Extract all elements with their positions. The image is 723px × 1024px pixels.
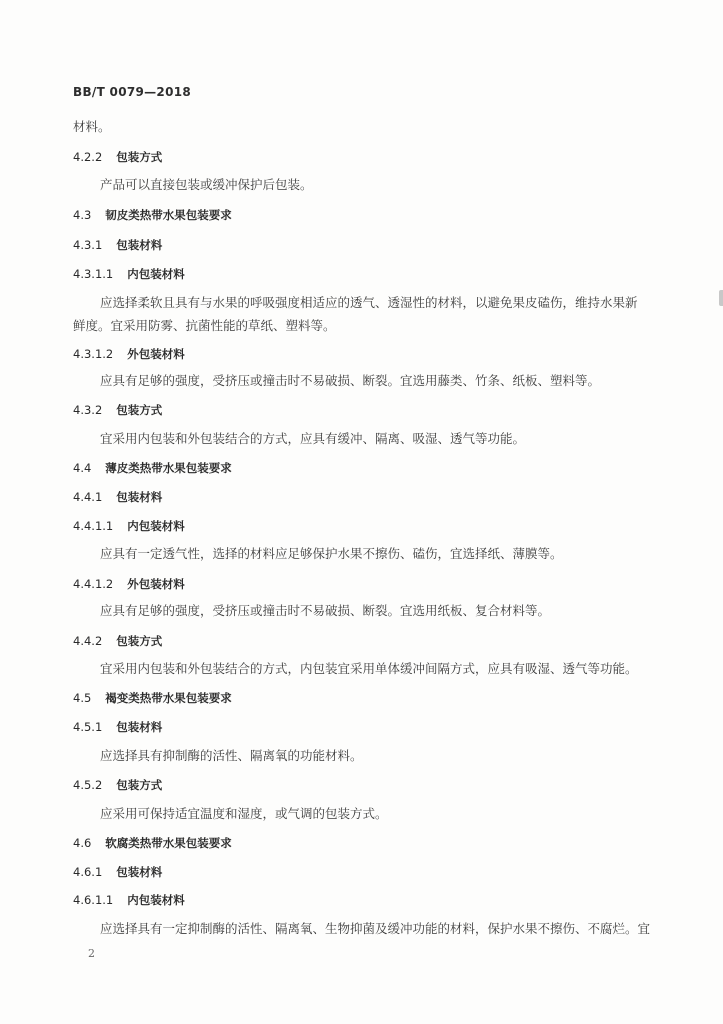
paragraph-line: 材料。	[73, 119, 111, 134]
section-number: 4.2.2	[73, 150, 103, 164]
section-number: 4.6.1	[73, 865, 103, 879]
section-number: 4.6.1.1	[73, 893, 114, 907]
section-heading-4-2-2	[73, 149, 162, 165]
section-heading-4-6	[73, 835, 232, 851]
section-title: 包装方式	[116, 778, 163, 792]
page-number: 2	[88, 947, 95, 960]
paragraph-line: 应选择柔软且具有与水果的呼吸强度相适应的透气、透湿性的材料，以避免果皮磕伤，维持水果新	[100, 295, 638, 310]
section-heading-4-3-1-1	[73, 266, 185, 282]
section-number: 4.5.1	[73, 720, 103, 734]
section-number: 4.6	[73, 836, 92, 850]
section-number: 4.3	[73, 208, 92, 222]
paragraph-line: 应具有足够的强度，受挤压或撞击时不易破损、断裂。宜选用藤类、竹条、纸板、塑料等。	[100, 373, 601, 388]
section-title: 外包装材料	[127, 347, 185, 361]
section-number: 4.4	[73, 461, 92, 475]
section-heading-4-5-2	[73, 777, 162, 793]
section-number: 4.4.1.1	[73, 519, 114, 533]
paragraph-line: 应具有足够的强度，受挤压或撞击时不易破损、断裂。宜选用纸板、复合材料等。	[100, 603, 551, 618]
section-number: 4.5	[73, 691, 92, 705]
section-heading-4-3	[73, 207, 232, 223]
paragraph-line: 应具有一定透气性，选择的材料应足够保护水果不擦伤、磕伤，宜选择纸、薄膜等。	[100, 546, 563, 561]
section-title: 包装方式	[116, 150, 163, 164]
section-heading-4-5	[73, 690, 232, 706]
section-heading-4-6-1-1	[73, 892, 185, 908]
paragraph-line: 应选择具有一定抑制酶的活性、隔离氧、生物抑菌及缓冲功能的材料，保护水果不擦伤、不腐烂。宜	[100, 921, 651, 936]
paragraph-line: 应选择具有抑制酶的活性、隔离氧的功能材料。	[100, 748, 363, 763]
paragraph-line: 宜采用内包装和外包装结合的方式，内包装宜采用单体缓冲间隔方式，应具有吸湿、透气等功能。	[100, 661, 638, 676]
section-title: 韧皮类热带水果包装要求	[105, 208, 232, 222]
section-heading-4-4-1-2	[73, 576, 185, 592]
section-heading-4-3-2	[73, 402, 162, 418]
section-heading-4-5-1	[73, 719, 162, 735]
section-title: 包装材料	[116, 238, 163, 252]
section-title: 包装材料	[116, 720, 163, 734]
paragraph-line: 产品可以直接包装或缓冲保护后包装。	[100, 177, 313, 192]
paragraph-line: 应采用可保持适宜温度和湿度，或气调的包装方式。	[100, 806, 388, 821]
section-heading-4-3-1-2	[73, 346, 185, 362]
section-title: 褐变类热带水果包装要求	[105, 691, 232, 705]
section-title: 外包装材料	[127, 577, 185, 591]
section-title: 内包装材料	[127, 267, 185, 281]
section-title: 包装方式	[116, 634, 163, 648]
section-title: 薄皮类热带水果包装要求	[105, 461, 232, 475]
section-number: 4.5.2	[73, 778, 103, 792]
section-title: 包装材料	[116, 865, 163, 879]
section-heading-4-4	[73, 460, 232, 476]
section-number: 4.4.1.2	[73, 577, 114, 591]
section-title: 软腐类热带水果包装要求	[105, 836, 232, 850]
section-number: 4.4.1	[73, 490, 103, 504]
section-number: 4.3.2	[73, 403, 103, 417]
section-number: 4.3.1.2	[73, 347, 114, 361]
section-heading-4-6-1	[73, 864, 162, 880]
section-number: 4.3.1	[73, 238, 103, 252]
section-heading-4-3-1	[73, 237, 162, 253]
paragraph-line: 宜采用内包装和外包装结合的方式，应具有缓冲、隔离、吸湿、透气等功能。	[100, 431, 526, 446]
section-title: 包装材料	[116, 490, 163, 504]
section-title: 内包装材料	[127, 893, 185, 907]
section-heading-4-4-2	[73, 633, 162, 649]
scan-edge-mark	[719, 290, 723, 306]
section-title: 内包装材料	[127, 519, 185, 533]
paragraph-line: 鲜度。宜采用防雾、抗菌性能的草纸、塑料等。	[73, 318, 336, 333]
section-title: 包装方式	[116, 403, 163, 417]
section-number: 4.3.1.1	[73, 267, 114, 281]
section-heading-4-4-1	[73, 489, 162, 505]
section-heading-4-4-1-1	[73, 518, 185, 534]
section-number: 4.4.2	[73, 634, 103, 648]
standard-id-header: BB/T 0079—2018	[73, 85, 192, 99]
